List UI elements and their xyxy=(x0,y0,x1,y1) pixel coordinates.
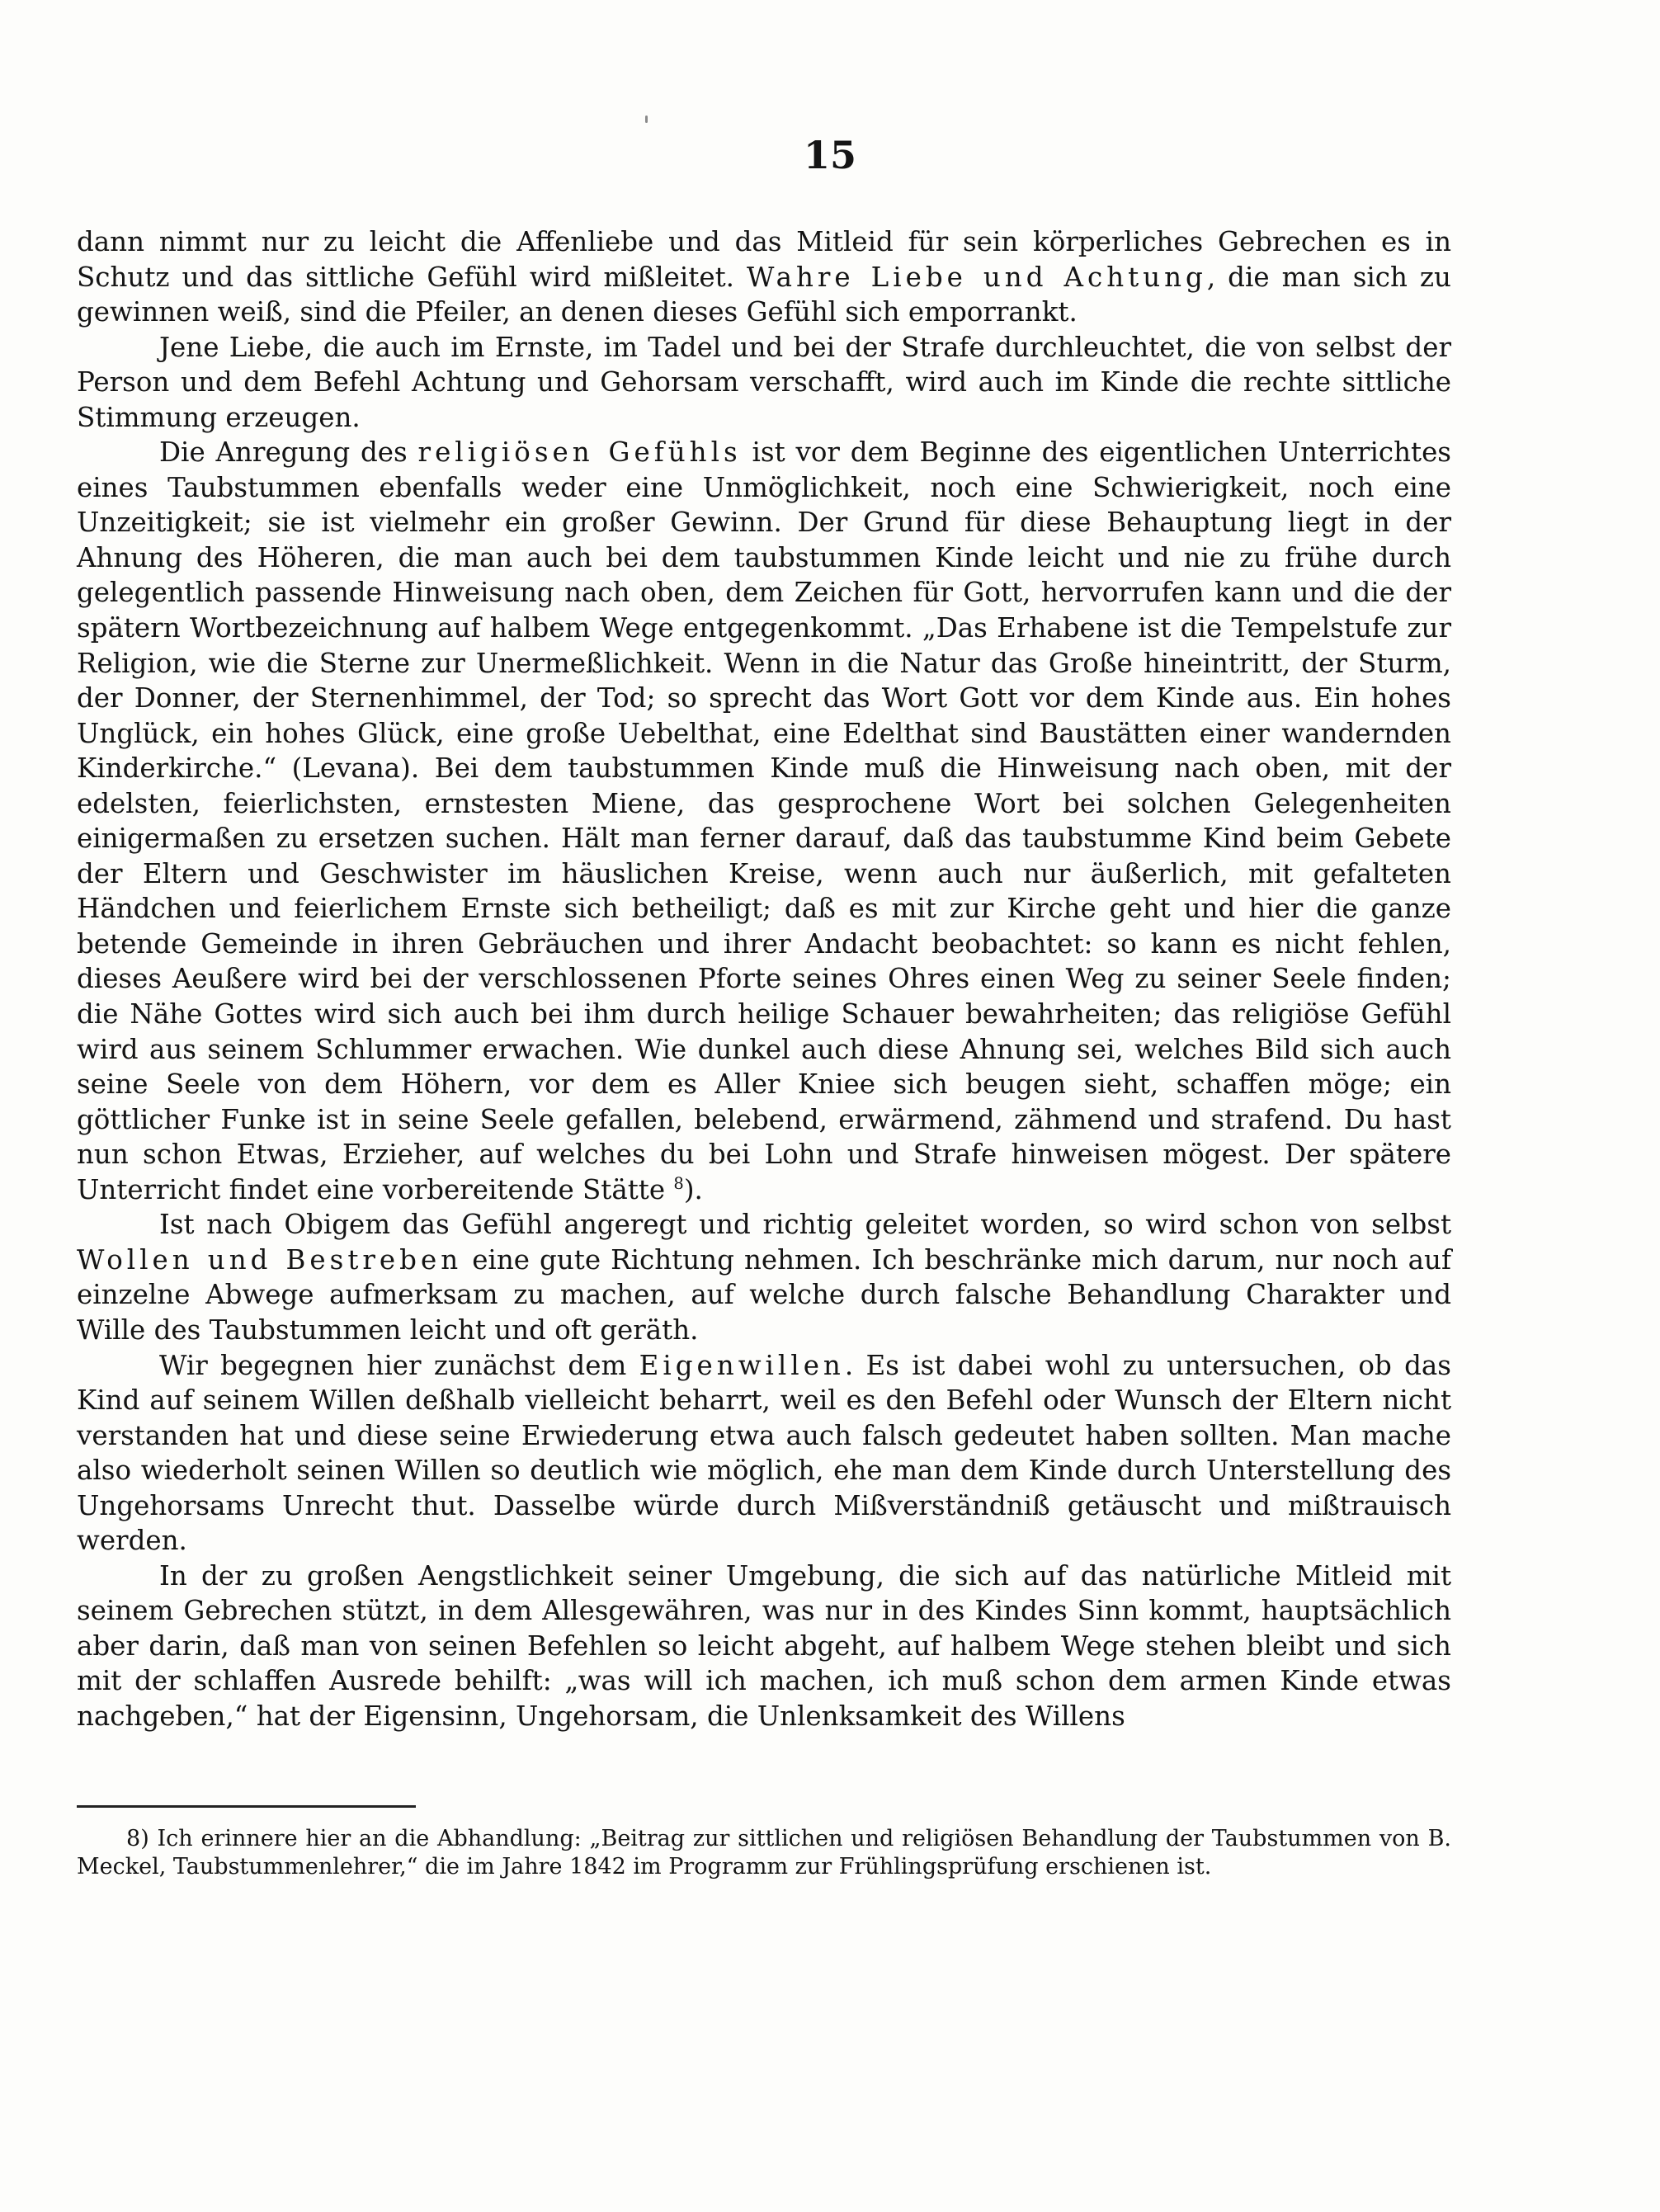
paragraph xyxy=(77,435,1451,1207)
print-speck xyxy=(645,116,648,123)
paragraph-text: Ist nach Obigem das Gefühl angeregt und richtig geleitet worden, so wird schon von selbst xyxy=(159,1209,1451,1241)
emphasized-text: religiösen Gefühls xyxy=(417,436,742,469)
page-number: 15 xyxy=(803,133,856,177)
footnote-marker: 8 xyxy=(126,1826,141,1851)
paragraph xyxy=(77,224,1451,330)
paragraph-text: Die Anregung des xyxy=(159,436,418,469)
paragraph-text: eine gute Richtung nehmen. Ich beschränke mich darum, nur noch auf einzelne Abwege aufmerksam zu machen, auf welche durch falsche Behandlung Charakter und Wille des Taubstummen leicht und oft geräth. xyxy=(77,1243,1451,1346)
paragraph xyxy=(77,330,1451,436)
paragraph-text: In der zu großen Aengstlichkeit seiner Umgebung, die sich auf das natürliche Mitleid mit seinem Gebrechen stützt, in dem Allesgewähren, was nur in des Kindes Sinn kommt, hauptsächlich aber darin, daß man von seinen Befehlen so leicht abgeht, auf halbem Wege stehen bleibt und sich mit der schlaffen Ausrede behilft: „was will ich machen, ich muß schon dem armen Kinde etwas nachgeben,“ hat der Eigensinn, Ungehorsam, die Unlenksamkeit des Willens xyxy=(77,1559,1451,1732)
paragraph-text: Jene Liebe, die auch im Ernste, im Tadel und bei der Strafe durchleuchtet, die von selbst der Person und dem Befehl Achtung und Gehorsam verschafft, wird auch im Kinde die rechte sittliche Stimmung erzeugen. xyxy=(77,331,1451,433)
footnote-text: ) Ich erinnere hier an die Abhandlung: „Beitrag zur sittlichen und religiösen Behandlung der Taubstummen von B. Meckel, Taubstummenlehrer,“ die im Jahre 1842 im Programm zur Frühlingsprüfung erschienen ist. xyxy=(77,1826,1451,1880)
footnote-reference: 8 xyxy=(673,1173,684,1193)
footnote-separator xyxy=(77,1805,416,1808)
paragraph-text: . Es ist dabei wohl zu untersuchen, ob das Kind auf seinem Willen deßhalb vielleicht beharrt, weil es den Befehl oder Wunsch der Eltern nicht verstanden hat und diese seine Erwiederung etwa auch falsch gedeutet haben sollten. Man mache also wiederholt seinen Willen so deutlich wie möglich, ehe man dem Kinde durch Unterstellung des Ungehorsams Unrecht thut. Dasselbe würde durch Mißverständniß getäuscht und mißtrauisch werden. xyxy=(77,1349,1451,1557)
paragraph-text: ist vor dem Beginne des eigentlichen Unterrichtes eines Taubstummen ebenfalls weder eine Unmöglichkeit, noch eine Schwierigkeit, noch eine Unzeitigkeit; sie ist vielmehr ein großer Gewinn. Der Grund für diese Behauptung liegt in der Ahnung des Höheren, die man auch bei dem taubstummen Kinde leicht und nie zu frühe durch gelegentlich passende Hinweisung nach oben, dem Zeichen für Gott, hervorrufen kann und die der spätern Wortbezeichnung auf halbem Wege entgegenkommt. „Das Erhabene ist die Tempelstufe zur Religion, wie die Sterne zur Unermeßlichkeit. Wenn in die Natur das Große hineintritt, der Sturm, der Donner, der Sternenhimmel, der Tod; so sprecht das Wort Gott vor dem Kinde aus. Ein hohes Unglück, ein hohes Glück, eine große Uebelthat, eine Edelthat sind Baustätten einer wandernden Kinderkirche.“ (Levana). Bei dem taubstummen Kinde muß die Hinweisung nach oben, mit der edelsten, feierlichsten, ernstesten Miene, das gesprochene Wort bei solchen Gelegenheiten einigermaßen zu ersetzen suchen. Hält man ferner darauf, daß das taubstumme Kind beim Gebete der Eltern und Geschwister im häuslichen Kreise, wenn auch nur äußerlich, mit gefalteten Händchen und feierlichem Ernste sich betheiligt; daß es mit zur Kirche geht und hier die ganze betende Gemeinde in ihren Gebräuchen und ihrer Andacht beobachtet: so kann es nicht fehlen, dieses Aeußere wird bei der verschlossenen Pforte seines Ohres einen Weg zu seiner Seele finden; die Nähe Gottes wird sich auch bei ihm durch heilige Schauer bewahrheiten; das religiöse Gefühl wird aus seinem Schlummer erwachen. Wie dunkel auch diese Ahnung sei, welches Bild sich auch seine Seele von dem Höhern, vor dem es Aller Kniee sich beugen sieht, schaffen möge; ein göttlicher Funke ist in seine Seele gefallen, belebend, erwärmend, zähmend und strafend. Du hast nun schon Etwas, Erzieher, auf welches du bei Lohn und Strafe hinweisen mögest. Der spätere Unterricht findet eine vorbereitende Stätte xyxy=(77,436,1451,1205)
emphasized-text: Wahre Liebe und Achtung xyxy=(746,261,1207,293)
paragraph xyxy=(77,1207,1451,1347)
emphasized-text: Eigenwillen xyxy=(639,1349,845,1381)
paragraph xyxy=(77,1348,1451,1559)
emphasized-text: Wollen und Bestreben xyxy=(77,1243,463,1276)
paragraph-text: dann nimmt nur zu leicht die Affenliebe und das Mitleid für sein körperliches Gebrechen es in Schutz und das sittliche Gefühl wird mißleitet. xyxy=(77,226,1451,293)
paragraph-text: , die man sich zu gewinnen weiß, sind die Pfeiler, an denen dieses Gefühl sich emporrankt. xyxy=(77,261,1451,328)
paragraph xyxy=(77,1559,1451,1734)
paragraph-text: Wir begegnen hier zunächst dem xyxy=(159,1349,639,1381)
footnote xyxy=(77,1825,1451,1882)
paragraph-text: ). xyxy=(683,1173,703,1205)
body-text xyxy=(77,224,1451,1734)
